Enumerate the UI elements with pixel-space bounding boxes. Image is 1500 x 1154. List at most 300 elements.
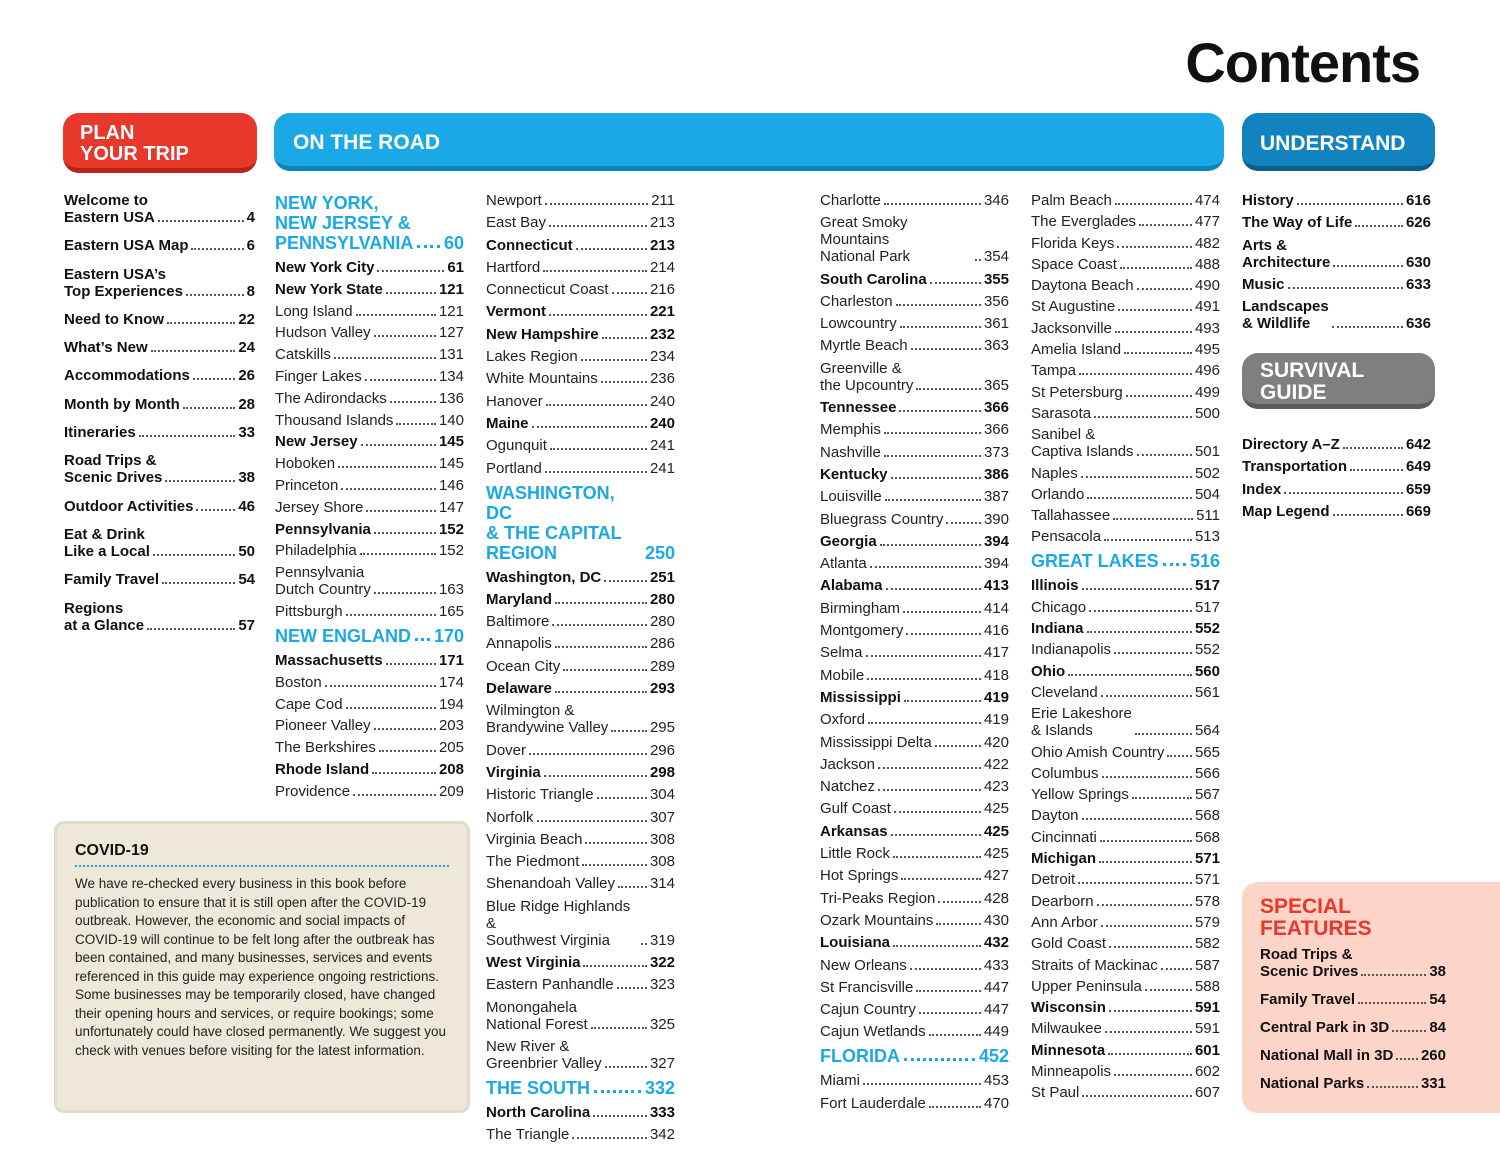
entry-title: New Orleans [820,956,907,974]
page-number: 587 [1194,956,1220,974]
toc-entry[interactable] [820,1001,1009,1018]
page-number: 659 [1405,480,1431,498]
page-number: 630 [1405,253,1431,271]
toc-entry[interactable] [820,934,1009,951]
toc-entry[interactable] [1242,458,1431,475]
dot-leader [196,509,235,511]
toc-entry[interactable] [820,1095,1009,1112]
page-number: 221 [649,303,675,321]
toc-entry[interactable] [486,976,675,993]
toc-entry[interactable] [64,266,255,300]
dot-leader [543,270,647,272]
dot-leader [529,753,647,755]
dot-leader [390,401,436,403]
toc-entry[interactable] [1031,1084,1220,1101]
page-number: 145 [438,433,464,451]
toc-entry[interactable] [1031,341,1220,358]
toc-entry[interactable] [64,367,255,384]
toc-entry[interactable] [1031,850,1220,867]
covid-19-notice [54,821,470,1113]
page-number: 427 [983,867,1009,885]
dot-leader [1087,631,1192,633]
entry-title: Welcome to Eastern USA [64,192,155,226]
entry-title: Lowcountry [820,315,897,333]
toc-entry[interactable] [486,437,675,454]
dot-leader [891,834,981,836]
toc-entry[interactable] [820,1072,1009,1089]
page-number: 214 [649,258,675,276]
entry-title: Central Park in 3D [1260,1019,1390,1036]
page-number: 432 [983,934,1009,952]
page-number: 373 [983,443,1009,461]
toc-entry[interactable] [1031,957,1220,974]
page-number: 669 [1405,502,1431,520]
toc-entry[interactable] [1031,486,1220,503]
page-number: 38 [238,469,255,487]
dot-leader [884,203,981,205]
dot-leader [867,678,981,680]
dot-leader [549,314,647,316]
toc-entry[interactable] [1031,914,1220,931]
page-number: 414 [983,599,1009,617]
toc-entry[interactable] [486,1104,675,1121]
toc-entry[interactable] [486,259,675,276]
page-number: 565 [1194,743,1220,761]
toc-entry[interactable] [275,717,464,734]
page-number: 208 [438,760,464,778]
toc-entry[interactable] [275,761,464,778]
toc-entry[interactable] [486,635,675,652]
dot-leader [612,292,647,294]
toc-entry[interactable] [1031,599,1220,616]
dot-leader [641,943,647,945]
dot-leader [1139,224,1192,226]
page-number: 240 [649,392,675,410]
page-number: 491 [1194,298,1220,316]
toc-entry[interactable] [64,526,255,560]
entry-title: Monongahela National Forest [486,998,588,1033]
toc-entry[interactable] [1242,503,1431,520]
toc-entry[interactable] [1242,237,1431,271]
toc-entry[interactable] [486,370,675,387]
toc-entry[interactable] [486,658,675,675]
dot-leader [162,582,235,584]
toc-entry[interactable] [1031,528,1220,545]
toc-entry[interactable] [64,498,255,515]
toc-entry[interactable] [486,742,675,759]
dot-leader [544,775,647,777]
toc-entry[interactable] [1031,213,1220,230]
toc-entry[interactable] [486,809,675,826]
entry-title: North Carolina [486,1103,591,1121]
toc-entry[interactable] [820,533,1009,550]
toc-entry[interactable] [275,455,464,472]
page-number: 601 [1194,1041,1220,1059]
section-heading [486,483,675,563]
toc-entry[interactable] [275,542,464,559]
toc-entry[interactable] [486,569,675,586]
toc-entry[interactable] [820,444,1009,461]
toc-entry[interactable] [275,499,464,516]
dot-leader [158,220,244,222]
entry-title: Map Legend [1242,502,1330,520]
entry-title: Ocean City [486,657,561,675]
toc-entry[interactable] [64,192,255,226]
toc-entry[interactable] [275,674,464,691]
dot-leader [936,923,981,925]
toc-entry[interactable] [486,591,675,608]
page-number: 296 [649,741,675,759]
page-number: 579 [1194,913,1220,931]
entry-title: The Berkshires [275,739,376,757]
toc-entry[interactable] [486,764,675,781]
page-number: 50 [238,542,255,560]
dot-leader [365,379,436,381]
toc-entry[interactable] [820,577,1009,594]
toc-entry[interactable] [1260,946,1446,980]
dot-leader [1094,416,1192,418]
toc-entry[interactable] [275,433,464,450]
entry-title: Jersey Shore [275,498,364,516]
toc-entry[interactable] [1031,1063,1220,1080]
toc-entry[interactable] [1242,481,1431,498]
entry-title: Road Trips & Scenic Drives [64,452,163,487]
entry-title: St Augustine [1031,298,1116,316]
dot-leader [880,544,981,546]
page-number: 333 [649,1103,675,1121]
toc-entry[interactable] [1031,999,1220,1016]
dot-leader [537,820,647,822]
toc-entry[interactable] [64,396,255,413]
toc-entry[interactable] [820,957,1009,974]
page-number: 356 [983,292,1009,310]
toc-entry[interactable] [1031,362,1220,379]
dot-leader [1108,1053,1192,1055]
dot-leader [386,663,436,665]
dot-leader [1068,674,1192,676]
toc-entry[interactable] [1031,765,1220,782]
toc-entry[interactable] [275,783,464,800]
entry-title: Accommodations [64,367,190,385]
toc-entry[interactable] [1031,256,1220,273]
toc-entry[interactable] [820,845,1009,862]
entry-title: New York State [275,280,383,298]
plan-trip-list [64,192,255,645]
toc-entry[interactable] [486,281,675,298]
toc-entry[interactable] [486,192,675,209]
page-number: 260 [1420,1047,1446,1064]
toc-entry[interactable] [1031,935,1220,952]
entry-title: Ann Arbor [1031,913,1098,931]
toc-entry[interactable] [1260,1047,1446,1064]
page-number: 165 [438,602,464,620]
page-number: 205 [438,739,464,757]
page-number: 552 [1194,620,1220,638]
toc-entry[interactable] [486,831,675,848]
toc-entry[interactable] [486,237,675,254]
dot-leader [1355,225,1403,227]
toc-entry[interactable] [1242,276,1431,293]
toc-entry[interactable] [486,348,675,365]
toc-entry[interactable] [820,337,1009,354]
entry-title: Fort Lauderdale [820,1094,926,1112]
page-number: 453 [983,1072,1009,1090]
toc-entry[interactable] [1242,214,1431,231]
dot-leader [374,532,436,534]
toc-entry[interactable] [1031,577,1220,594]
page-number: 390 [983,510,1009,528]
dot-leader [605,1066,647,1068]
toc-entry[interactable] [486,613,675,630]
entry-title: Arts & Architecture [1242,236,1331,271]
dot-leader [167,322,235,324]
toc-entry[interactable] [486,460,675,477]
page-number: 501 [1194,443,1220,461]
entry-title: Indianapolis [1031,641,1112,659]
entry-title: Cleveland [1031,683,1098,701]
toc-entry[interactable] [486,1126,675,1143]
entry-title: Transportation [1242,458,1348,476]
dot-leader [346,614,436,616]
toc-entry[interactable] [820,192,1009,209]
entry-title: Cajun Wetlands [820,1023,926,1041]
toc-entry[interactable] [820,867,1009,884]
toc-entry[interactable] [1260,1019,1446,1036]
toc-entry[interactable] [1031,405,1220,422]
page-number: 241 [649,459,675,477]
toc-entry[interactable] [275,390,464,407]
entry-title: Detroit [1031,871,1076,889]
toc-entry[interactable] [486,214,675,231]
entry-title: Hoboken [275,455,336,473]
toc-entry[interactable] [1260,991,1446,1008]
dot-leader [415,638,430,641]
toc-entry[interactable] [820,360,1009,394]
toc-entry[interactable] [486,303,675,320]
entry-title: Mobile [820,666,865,684]
toc-entry[interactable] [1031,384,1220,401]
toc-entry[interactable] [275,281,464,298]
toc-entry[interactable] [64,452,255,486]
toc-entry[interactable] [486,393,675,410]
dot-leader [361,444,436,446]
toc-entry[interactable] [820,778,1009,795]
entry-title: Mississippi Delta [820,733,932,751]
toc-entry[interactable] [1031,641,1220,658]
toc-entry[interactable] [486,999,675,1033]
toc-entry[interactable] [486,680,675,697]
dot-leader [904,1058,975,1061]
toc-entry[interactable] [820,399,1009,416]
toc-entry[interactable] [275,324,464,341]
toc-entry[interactable] [820,912,1009,929]
toc-entry[interactable] [820,214,1009,265]
page-number: 24 [238,339,255,357]
toc-entry[interactable] [820,315,1009,332]
understand-banner [1242,113,1435,171]
toc-entry[interactable] [820,890,1009,907]
toc-entry[interactable] [1031,663,1220,680]
toc-entry[interactable] [64,339,255,356]
toc-entry[interactable] [64,424,255,441]
toc-entry[interactable] [275,652,464,669]
page-number: 591 [1194,999,1220,1017]
toc-entry[interactable] [1031,192,1220,209]
toc-entry[interactable] [486,853,675,870]
toc-entry[interactable] [486,898,675,949]
toc-entry[interactable] [486,954,675,971]
toc-entry[interactable] [820,711,1009,728]
entry-title: Dayton [1031,807,1079,825]
dot-leader [1167,755,1192,757]
entry-title: Upper Peninsula [1031,977,1142,995]
toc-entry[interactable] [1031,1042,1220,1059]
toc-entry[interactable] [1031,807,1220,824]
page-number: 626 [1405,214,1431,232]
page-number: 145 [438,455,464,473]
page-number: 433 [983,956,1009,974]
toc-entry[interactable] [820,644,1009,661]
page-number: 203 [438,717,464,735]
toc-entry[interactable] [820,734,1009,751]
dot-leader [545,203,648,205]
page-number: 386 [983,465,1009,483]
toc-entry[interactable] [1031,744,1220,761]
toc-entry[interactable] [486,326,675,343]
page-number: 493 [1194,319,1220,337]
toc-entry[interactable] [486,702,675,736]
dot-leader [1115,203,1192,205]
toc-entry[interactable] [1031,277,1220,294]
toc-entry[interactable] [275,368,464,385]
toc-entry[interactable] [820,421,1009,438]
toc-entry[interactable] [64,571,255,588]
toc-entry[interactable] [820,466,1009,483]
toc-entry[interactable] [1031,705,1220,739]
toc-entry[interactable] [820,555,1009,572]
toc-entry[interactable] [1031,465,1220,482]
toc-entry[interactable] [820,823,1009,840]
toc-entry[interactable] [275,564,464,598]
entry-title: Naples [1031,464,1078,482]
dot-leader [935,745,981,747]
toc-entry[interactable] [1031,829,1220,846]
entry-title: Louisiana [820,934,891,952]
entry-title: Orlando [1031,485,1085,503]
page-number: 602 [1194,1062,1220,1080]
section-title: NEW ENGLAND [275,625,411,646]
page-number: 642 [1405,436,1431,453]
toc-entry[interactable] [820,689,1009,706]
dot-leader [894,811,981,813]
toc-entry[interactable] [820,488,1009,505]
page-number: 422 [983,755,1009,773]
toc-entry[interactable] [820,1023,1009,1040]
toc-entry[interactable] [1031,320,1220,337]
page-number: 428 [983,889,1009,907]
toc-entry[interactable] [275,259,464,276]
toc-entry[interactable] [486,875,675,892]
toc-entry[interactable] [486,1038,675,1072]
toc-entry[interactable] [1031,978,1220,995]
toc-entry[interactable] [1242,436,1431,453]
toc-entry[interactable] [1031,893,1220,910]
toc-entry[interactable] [1031,620,1220,637]
toc-entry[interactable] [1031,871,1220,888]
entry-title: Myrtle Beach [820,337,908,355]
toc-entry[interactable] [1242,298,1431,332]
toc-entry[interactable] [64,311,255,328]
entry-title: New Jersey [275,433,358,451]
toc-entry[interactable] [820,622,1009,639]
toc-entry[interactable] [820,293,1009,310]
toc-entry[interactable] [820,271,1009,288]
toc-entry[interactable] [1031,786,1220,803]
entry-title: Illinois [1031,577,1079,595]
toc-entry[interactable] [64,600,255,634]
page-number: 131 [438,346,464,364]
entry-title: Selma [820,644,863,662]
dot-leader [1102,776,1192,778]
entry-title: St Paul [1031,1084,1080,1102]
dot-leader [360,553,436,555]
toc-entry[interactable] [820,600,1009,617]
toc-entry[interactable] [820,667,1009,684]
toc-entry[interactable] [820,800,1009,817]
dot-leader [183,407,236,409]
toc-entry[interactable] [820,511,1009,528]
toc-entry[interactable] [1031,1020,1220,1037]
toc-entry[interactable] [820,756,1009,773]
entry-title: New York City [275,259,375,276]
entry-title: Newport [486,192,542,209]
toc-entry[interactable] [1260,1075,1446,1092]
page-number: 566 [1194,764,1220,782]
toc-entry[interactable] [275,521,464,538]
entry-title: Cajun Country [820,1001,916,1019]
page-number: 499 [1194,383,1220,401]
page-number: 474 [1194,192,1220,209]
entry-title: Lakes Region [486,348,578,366]
toc-entry[interactable] [275,739,464,756]
toc-entry[interactable] [486,786,675,803]
entry-title: Tampa [1031,362,1077,380]
toc-entry[interactable] [820,979,1009,996]
entry-title: White Mountains [486,370,598,388]
toc-entry[interactable] [275,412,464,429]
toc-entry[interactable] [1031,235,1220,252]
toc-entry[interactable] [1031,298,1220,315]
entry-title: Bluegrass Country [820,510,944,528]
toc-entry[interactable] [275,477,464,494]
page-number: 470 [983,1094,1009,1112]
toc-entry[interactable] [275,303,464,320]
page-number: 26 [238,367,255,385]
dot-leader [1297,203,1403,205]
dot-leader [1333,265,1403,267]
toc-entry[interactable] [275,696,464,713]
dot-leader [1361,974,1426,976]
toc-entry[interactable] [275,603,464,620]
toc-entry[interactable] [1242,192,1431,209]
toc-entry[interactable] [486,415,675,432]
toc-entry[interactable] [1031,426,1220,460]
entry-title: St Francisville [820,978,914,996]
toc-entry[interactable] [1031,507,1220,524]
toc-entry[interactable] [64,237,255,254]
toc-entry[interactable] [275,346,464,363]
toc-entry[interactable] [1031,684,1220,701]
